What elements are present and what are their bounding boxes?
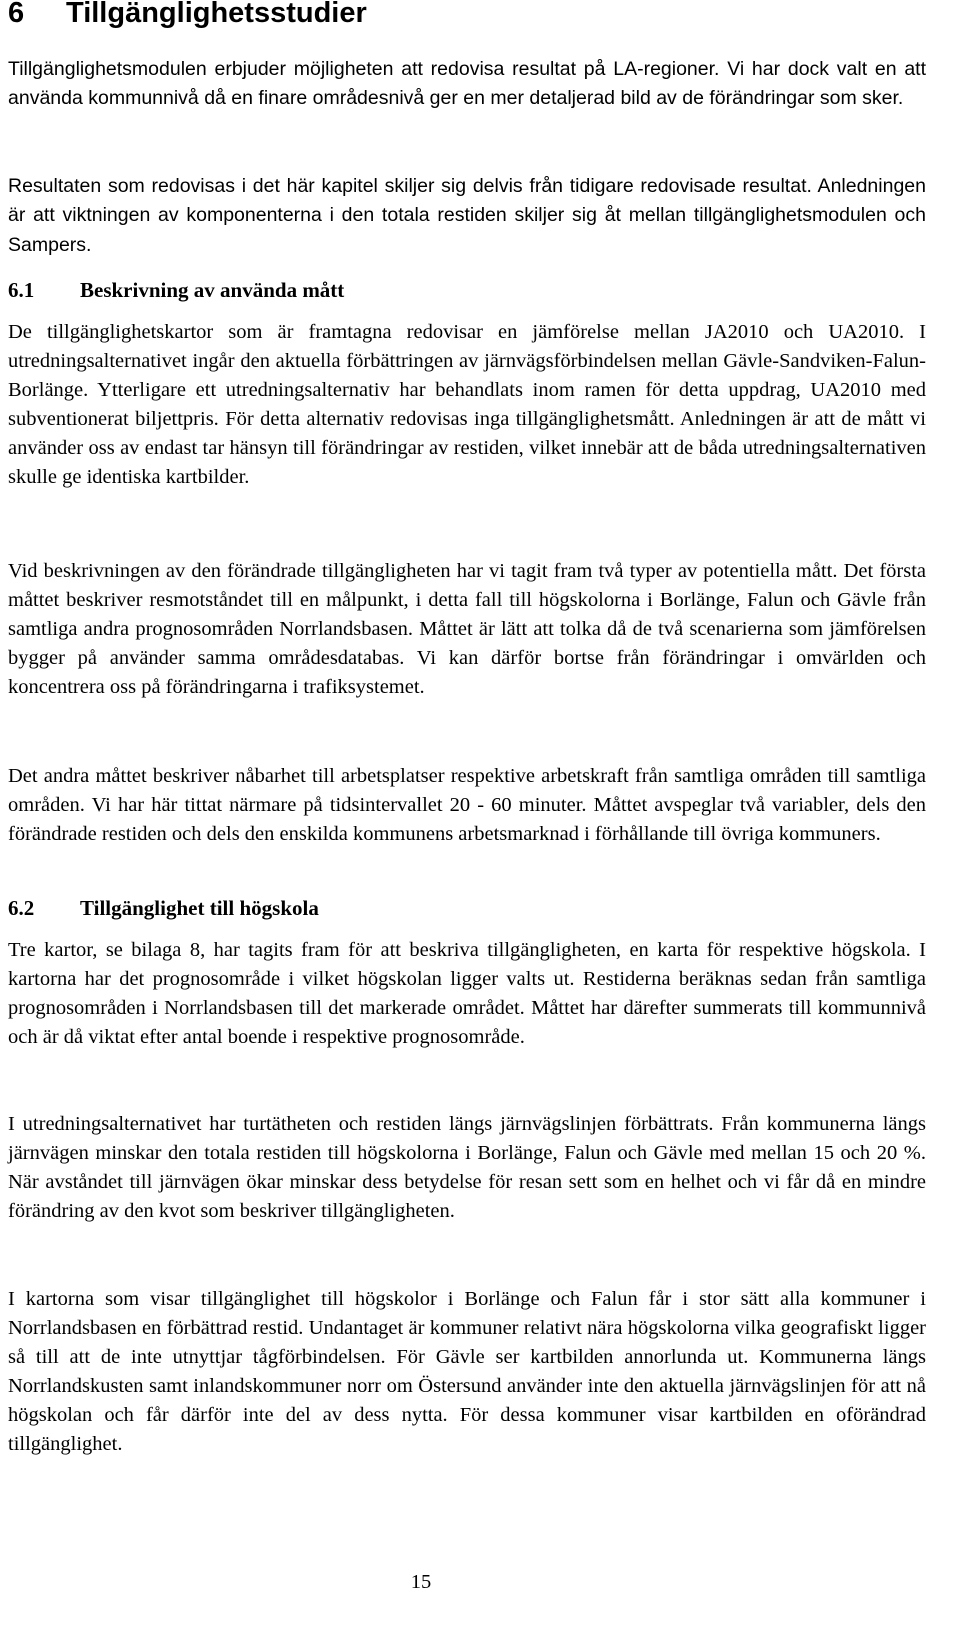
section-heading (8, 0, 367, 30)
subsection-number: 6.1 (8, 278, 35, 302)
subsection-title: Tillgänglighet till högskola (80, 896, 319, 920)
section-number: 6 (8, 0, 25, 29)
paragraph: Vid beskrivningen av den förändrade tillgängligheten har vi tagit fram två typer av potentiella mått. Det första måttet beskriver resmotståndet till en målpunkt, i detta fall till högskolorna i Borlänge, Falun och Gävle från samtliga andra prognosområden Norrlandsbasen. Måttet är lätt att tolka då de två scenarierna som jämförelsen bygger på använder samma områdesdatabas. Vi kan därför bortse från förändringar i omvärlden och koncentrera oss på förändringarna i trafiksystemet. (8, 560, 926, 698)
subsection-number: 6.2 (8, 896, 35, 920)
page-number: 15 (410, 1571, 432, 1593)
paragraph: I kartorna som visar tillgänglighet till högskolor i Borlänge och Falun får i stor sätt alla kommuner i Norrlandsbasen en förbättrad restid. Undantaget är kommuner relativt nära högskolorna vilka geografiskt ligger så till att de inte utnyttjar tågförbindelsen. För Gävle ser kartbilden annorlunda ut. Kommunerna längs Norrlandskusten samt inlandskommuner norr om Östersund använder inte den aktuella järnvägslinjen för att nå högskolan och får därför inte del av dess nytta. För dessa kommuner visar kartbilden en oförändrad tillgänglighet. (8, 1288, 926, 1455)
subsection-title: Beskrivning av använda mått (80, 278, 345, 302)
paragraph: Tre kartor, se bilaga 8, har tagits fram för att beskriva tillgängligheten, en karta för respektive högskola. I kartorna har det prognosområde i vilket högskolan ligger valts ut. Restiderna beräknas sedan från samtliga prognosområden i Norrlandsbasen till det markerade området. Måttet har därefter summerats till kommunnivå och är då viktat efter antal boende i respektive prognosområde. (8, 939, 926, 1048)
paragraph: I utredningsalternativet har turtätheten och restiden längs järnvägslinjen förbättrats. Från kommunerna längs järnvägen minskar den totala restiden till högskolorna i Borlänge, Falun och Gävle med mellan 15 och 20 %. När avståndet till järnvägen ökar minskar dess betydelse för resan sett som en helhet och vi får då en mindre förändring av den kvot som beskriver tillgängligheten. (8, 1113, 926, 1222)
subsection-heading-6-1 (8, 278, 344, 303)
section-title: Tillgänglighetsstudier (66, 0, 367, 29)
intro-paragraph-1: Tillgänglighetsmodulen erbjuder möjligheten att redovisa resultat på LA-regioner. Vi har dock valt en att använda kommunnivå då en finare områdesnivå ger en mer detaljerad bild av de förändringar som sker. (8, 58, 926, 110)
intro-paragraph-2: Resultaten som redovisas i det här kapitel skiljer sig delvis från tidigare redovisade resultat. Anledningen är att viktningen av komponenterna i den totala restiden skiljer sig åt mellan tillgänglighetsmodulen och Sampers. (8, 175, 926, 256)
paragraph: De tillgänglighetskartor som är framtagna redovisar en jämförelse mellan JA2010 och UA2010. I utredningsalternativet ingår den aktuella förbättringen av järnvägsförbindelsen mellan Gävle-Sandviken-Falun-Borlänge. Ytterligare ett utredningsalternativ har behandlats inom ramen för detta uppdrag, UA2010 med subventionerat biljettpris. För detta alternativ redovisas inga tillgänglighetsmått. Anledningen är att de mått vi använder oss av endast tar hänsyn till förändringar av restiden, vilket innebär att de båda utredningsalternativen skulle ge identiska kartbilder. (8, 321, 926, 488)
paragraph: Det andra måttet beskriver nåbarhet till arbetsplatser respektive arbetskraft från samtliga områden till samtliga områden. Vi har här tittat närmare på tidsintervallet 20 - 60 minuter. Måttet avspeglar två variabler, dels den förändrade restiden och dels den enskilda kommunens arbetsmarknad i förhållande till övriga kommuners. (8, 765, 926, 845)
subsection-heading-6-2 (8, 896, 319, 921)
